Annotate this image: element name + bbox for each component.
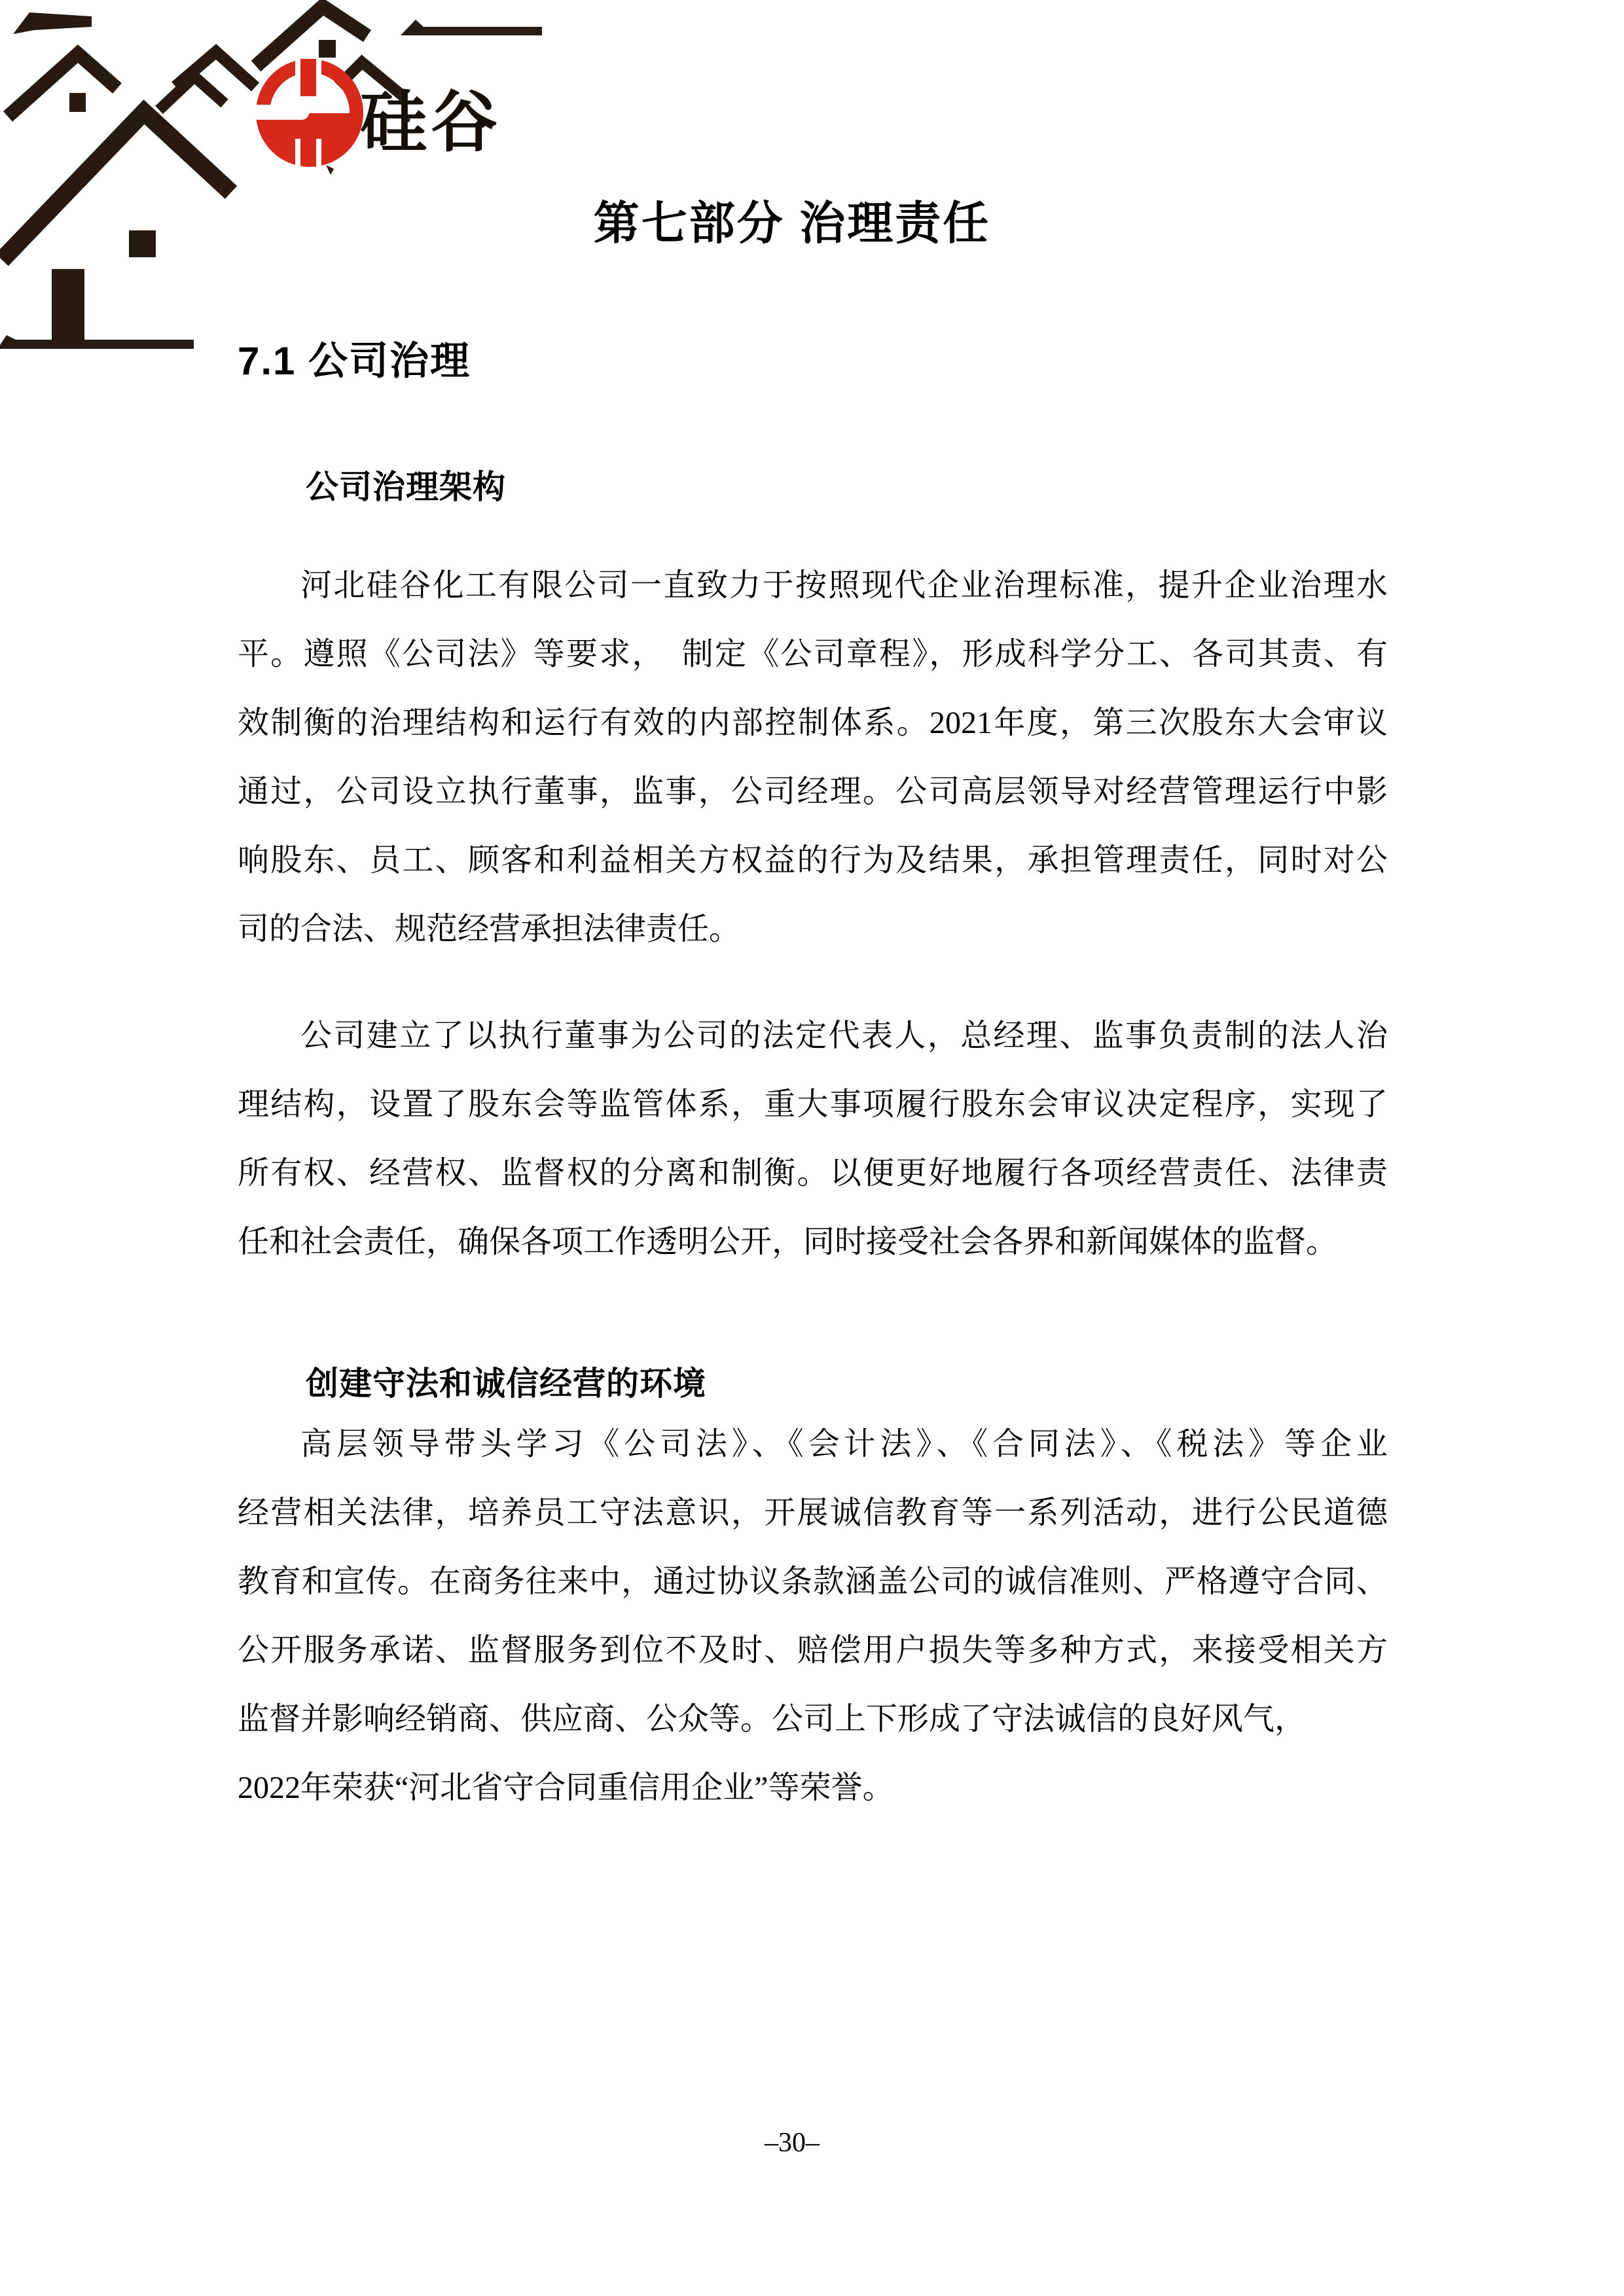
text-line: 效制衡的治理结构和运行有效的内部控制体系。2021年度，第三次股东大会审议: [238, 706, 1388, 740]
logo-rooftops-icon: [0, 7, 542, 349]
text-line: 公开服务承诺、监督服务到位不及时、赔偿用户损失等多种方式，来接受相关方: [238, 1633, 1388, 1668]
chapter-title: 第七部分 治理责任: [593, 198, 991, 249]
subsection-heading-governance-structure: 公司治理架构: [306, 469, 506, 505]
paragraph-governance-2: [238, 1001, 1388, 1276]
paragraph-governance-1: [238, 551, 1388, 963]
text-line: 2022年荣获“河北省守合同重信用企业”等荣誉。: [238, 1770, 894, 1805]
text-line: 响股东、员工、顾客和利益相关方权益的行为及结果，承担管理责任，同时对公: [238, 843, 1388, 878]
company-logo: [0, 0, 543, 353]
page-number: –30–: [765, 2128, 820, 2158]
logo-wordmark: 硅谷: [360, 85, 501, 160]
text-line: 公司建立了以执行董事为公司的法定代表人，总经理、监事负责制的法人治: [300, 1018, 1388, 1053]
text-line: 监督并影响经销商、供应商、公众等。公司上下形成了守法诚信的良好风气，: [238, 1702, 1307, 1736]
subsection-heading-integrity-environment: 创建守法和诚信经营的环境: [306, 1365, 706, 1402]
text-line: 河北硅谷化工有限公司一直致力于按照现代企业治理标准，提升企业治理水: [300, 568, 1388, 603]
text-line: 任和社会责任，确保各项工作透明公开，同时接受社会各界和新闻媒体的监督。: [238, 1225, 1338, 1259]
text-line: 司的合法、规范经营承担法律责任。: [238, 912, 741, 946]
text-line: 通过，公司设立执行董事，监事，公司经理。公司高层领导对经营管理运行中影: [238, 774, 1388, 809]
text-line: 经营相关法律，培养员工守法意识，开展诚信教育等一系列活动，进行公民道德: [238, 1496, 1388, 1530]
text-line: 所有权、经营权、监督权的分离和制衡。以便更好地履行各项经营责任、法律责: [238, 1156, 1388, 1191]
text-line: 理结构，设置了股东会等监管体系，重大事项履行股东会审议决定程序，实现了: [238, 1087, 1388, 1122]
section-heading: 7.1 公司治理: [238, 339, 471, 383]
text-line: 高层领导带头学习《公司法》、《会计法》、《合同法》、《税法》等企业: [300, 1427, 1388, 1462]
paragraph-integrity: [238, 1410, 1388, 1822]
text-line: 教育和宣传。在商务往来中，通过协议条款涵盖公司的诚信准则、严格遵守合同、: [238, 1564, 1388, 1599]
text-line: 平。遵照《公司法》等要求， 制定《公司章程》，形成科学分工、各司其责、有: [238, 637, 1388, 672]
logo-emblem-icon: [249, 58, 363, 167]
